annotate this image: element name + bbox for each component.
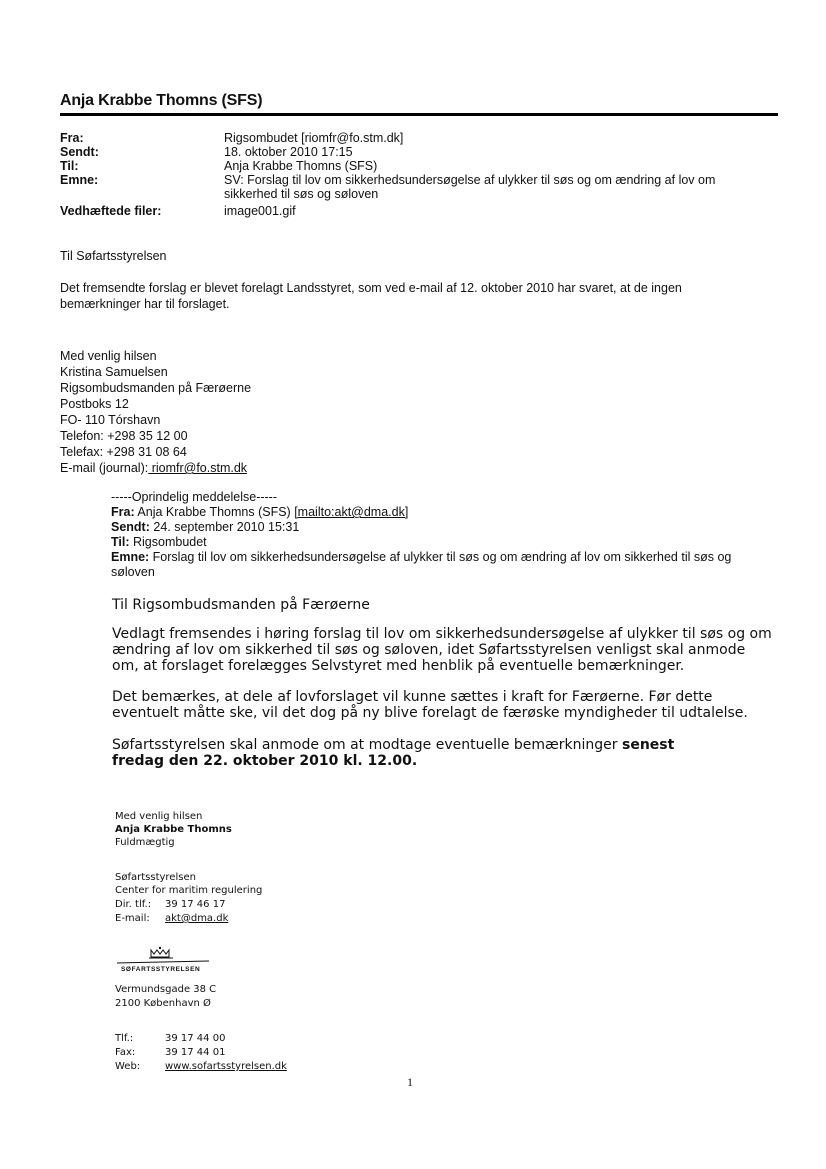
sent-label: Sendt: xyxy=(60,145,99,159)
signature2-street: Vermundsgade 38 C xyxy=(115,984,217,995)
forward-from-value: Anja Krabbe Thomns (SFS) xyxy=(134,505,295,519)
forward-deadline: senest fredag den 22. oktober 2010 kl. 12.00. xyxy=(112,737,675,769)
signature-email-line xyxy=(60,460,247,476)
subject-value: SV: Forslag til lov om sikkerhedsundersøgelse af ulykker til søs og om ændring af lov om sikkerhed til søs og søloven xyxy=(224,173,716,201)
signature-name: Kristina Samuelsen xyxy=(60,365,168,379)
signature-email-link[interactable]: riomfr@fo.stm.dk xyxy=(148,461,248,475)
signature-postbox: Postboks 12 xyxy=(60,397,129,411)
from-value: Rigsombudet [riomfr@fo.stm.dk] xyxy=(224,131,404,145)
signature2-title: Fuldmægtig xyxy=(115,837,175,848)
attachment-file-link[interactable]: image001.gif xyxy=(224,204,296,218)
signature-city: FO- 110 Tórshavn xyxy=(60,413,161,427)
signature2-fax-label: Fax: xyxy=(115,1047,136,1058)
forward-paragraph-3-text: Søfartsstyrelsen skal anmode om at modtage eventuelle bemærkninger xyxy=(112,737,623,753)
signature2-name: Anja Krabbe Thomns xyxy=(115,824,232,835)
signature2-dir-phone xyxy=(115,898,225,911)
body-text: Det fremsendte forslag er blevet forelagt Landsstyret, som ved e-mail af 12. oktober 2010 har svaret, at de ingen bemærkninger har til forslaget. xyxy=(60,281,682,311)
forward-to-value: Rigsombudet xyxy=(129,535,207,549)
forward-from-line xyxy=(111,505,771,520)
forward-paragraph-2: Det bemærkes, at dele af lovforslaget vil kunne sættes i kraft for Færøerne. Før dette eventuelt måtte ske, vil det dog på ny blive forelagt de færøske myndigheder til udtalelse. xyxy=(112,689,748,721)
signature2-closing: Med venlig hilsen xyxy=(115,811,203,822)
signature-email-label: E-mail (journal): xyxy=(60,461,149,475)
forward-paragraph-3 xyxy=(112,737,712,769)
signature2-web-label: Web: xyxy=(115,1061,141,1072)
attachments-label: Vedhæftede filer: xyxy=(60,204,162,218)
signature2-tlf-label: Tlf.: xyxy=(115,1033,134,1044)
subject-label: Emne: xyxy=(60,173,99,187)
to-value: Anja Krabbe Thomns (SFS) xyxy=(224,159,378,173)
signature2-phone xyxy=(115,1032,225,1045)
forward-sent-line xyxy=(111,520,771,535)
signature2-fax xyxy=(115,1046,225,1059)
forward-sent-label: Sendt: xyxy=(111,520,150,534)
from-label: Fra: xyxy=(60,131,84,145)
signature2-web xyxy=(115,1060,287,1073)
forward-from-mailto-link[interactable]: [mailto:akt@dma.dk] xyxy=(294,505,409,519)
signature2-email-label: E-mail: xyxy=(115,913,150,924)
sent-value: 18. oktober 2010 17:15 xyxy=(224,145,353,159)
logo-text: SØFARTSSTYRELSEN xyxy=(121,966,201,973)
header-rule xyxy=(60,113,778,116)
page-number: 1 xyxy=(407,1075,413,1089)
to-label: Til: xyxy=(60,159,79,173)
forward-from-label: Fra: xyxy=(111,505,135,519)
signature2-dir-label: Dir. tlf.: xyxy=(115,899,152,910)
forward-subject-label: Emne: xyxy=(111,550,150,564)
forward-to-line xyxy=(111,535,771,550)
signature2-dept: Center for maritim regulering xyxy=(115,885,263,896)
forward-to-label: Til: xyxy=(111,535,130,549)
signature2-org: Søfartsstyrelsen xyxy=(115,872,196,883)
forward-greeting: Til Rigsombudsmanden på Færøerne xyxy=(112,597,370,613)
signature-org: Rigsombudsmanden på Færøerne xyxy=(60,381,252,395)
signature-closing: Med venlig hilsen xyxy=(60,349,157,363)
signature2-email xyxy=(115,912,228,925)
signature2-web-link[interactable]: www.sofartsstyrelsen.dk xyxy=(165,1061,287,1072)
signature2-city: 2100 København Ø xyxy=(115,998,211,1009)
forward-paragraph-1: Vedlagt fremsendes i høring forslag til lov om sikkerhedsundersøgelse af ulykker til søs og om ændring af lov om sikkerhed til søs og søloven, idet Søfartsstyrelsen venligst skal anmode om, at forslaget forelægges Selvstyret med henblik på eventuelle bemærkninger. xyxy=(112,626,772,674)
signature2-tlf-value: 39 17 44 00 xyxy=(165,1033,226,1044)
sofartsstyrelsen-logo xyxy=(113,946,213,976)
signature-fax: Telefax: +298 31 08 64 xyxy=(60,445,187,459)
greeting: Til Søfartsstyrelsen xyxy=(60,249,167,263)
signature-phone: Telefon: +298 35 12 00 xyxy=(60,429,188,443)
signature2-email-link[interactable]: akt@dma.dk xyxy=(165,913,229,924)
forward-subject-line xyxy=(111,550,761,580)
forward-subject-value: Forslag til lov om sikkerhedsundersøgelse af ulykker til søs og om ændring af lov om sikkerhed til søs og søloven xyxy=(111,550,732,579)
forward-separator: -----Oprindelig meddelelse----- xyxy=(111,490,278,504)
signature2-fax-value: 39 17 44 01 xyxy=(165,1047,226,1058)
forward-sent-value: 24. september 2010 15:31 xyxy=(149,520,300,534)
sender-title: Anja Krabbe Thomns (SFS) xyxy=(60,92,263,109)
signature2-dir-value: 39 17 46 17 xyxy=(165,899,226,910)
